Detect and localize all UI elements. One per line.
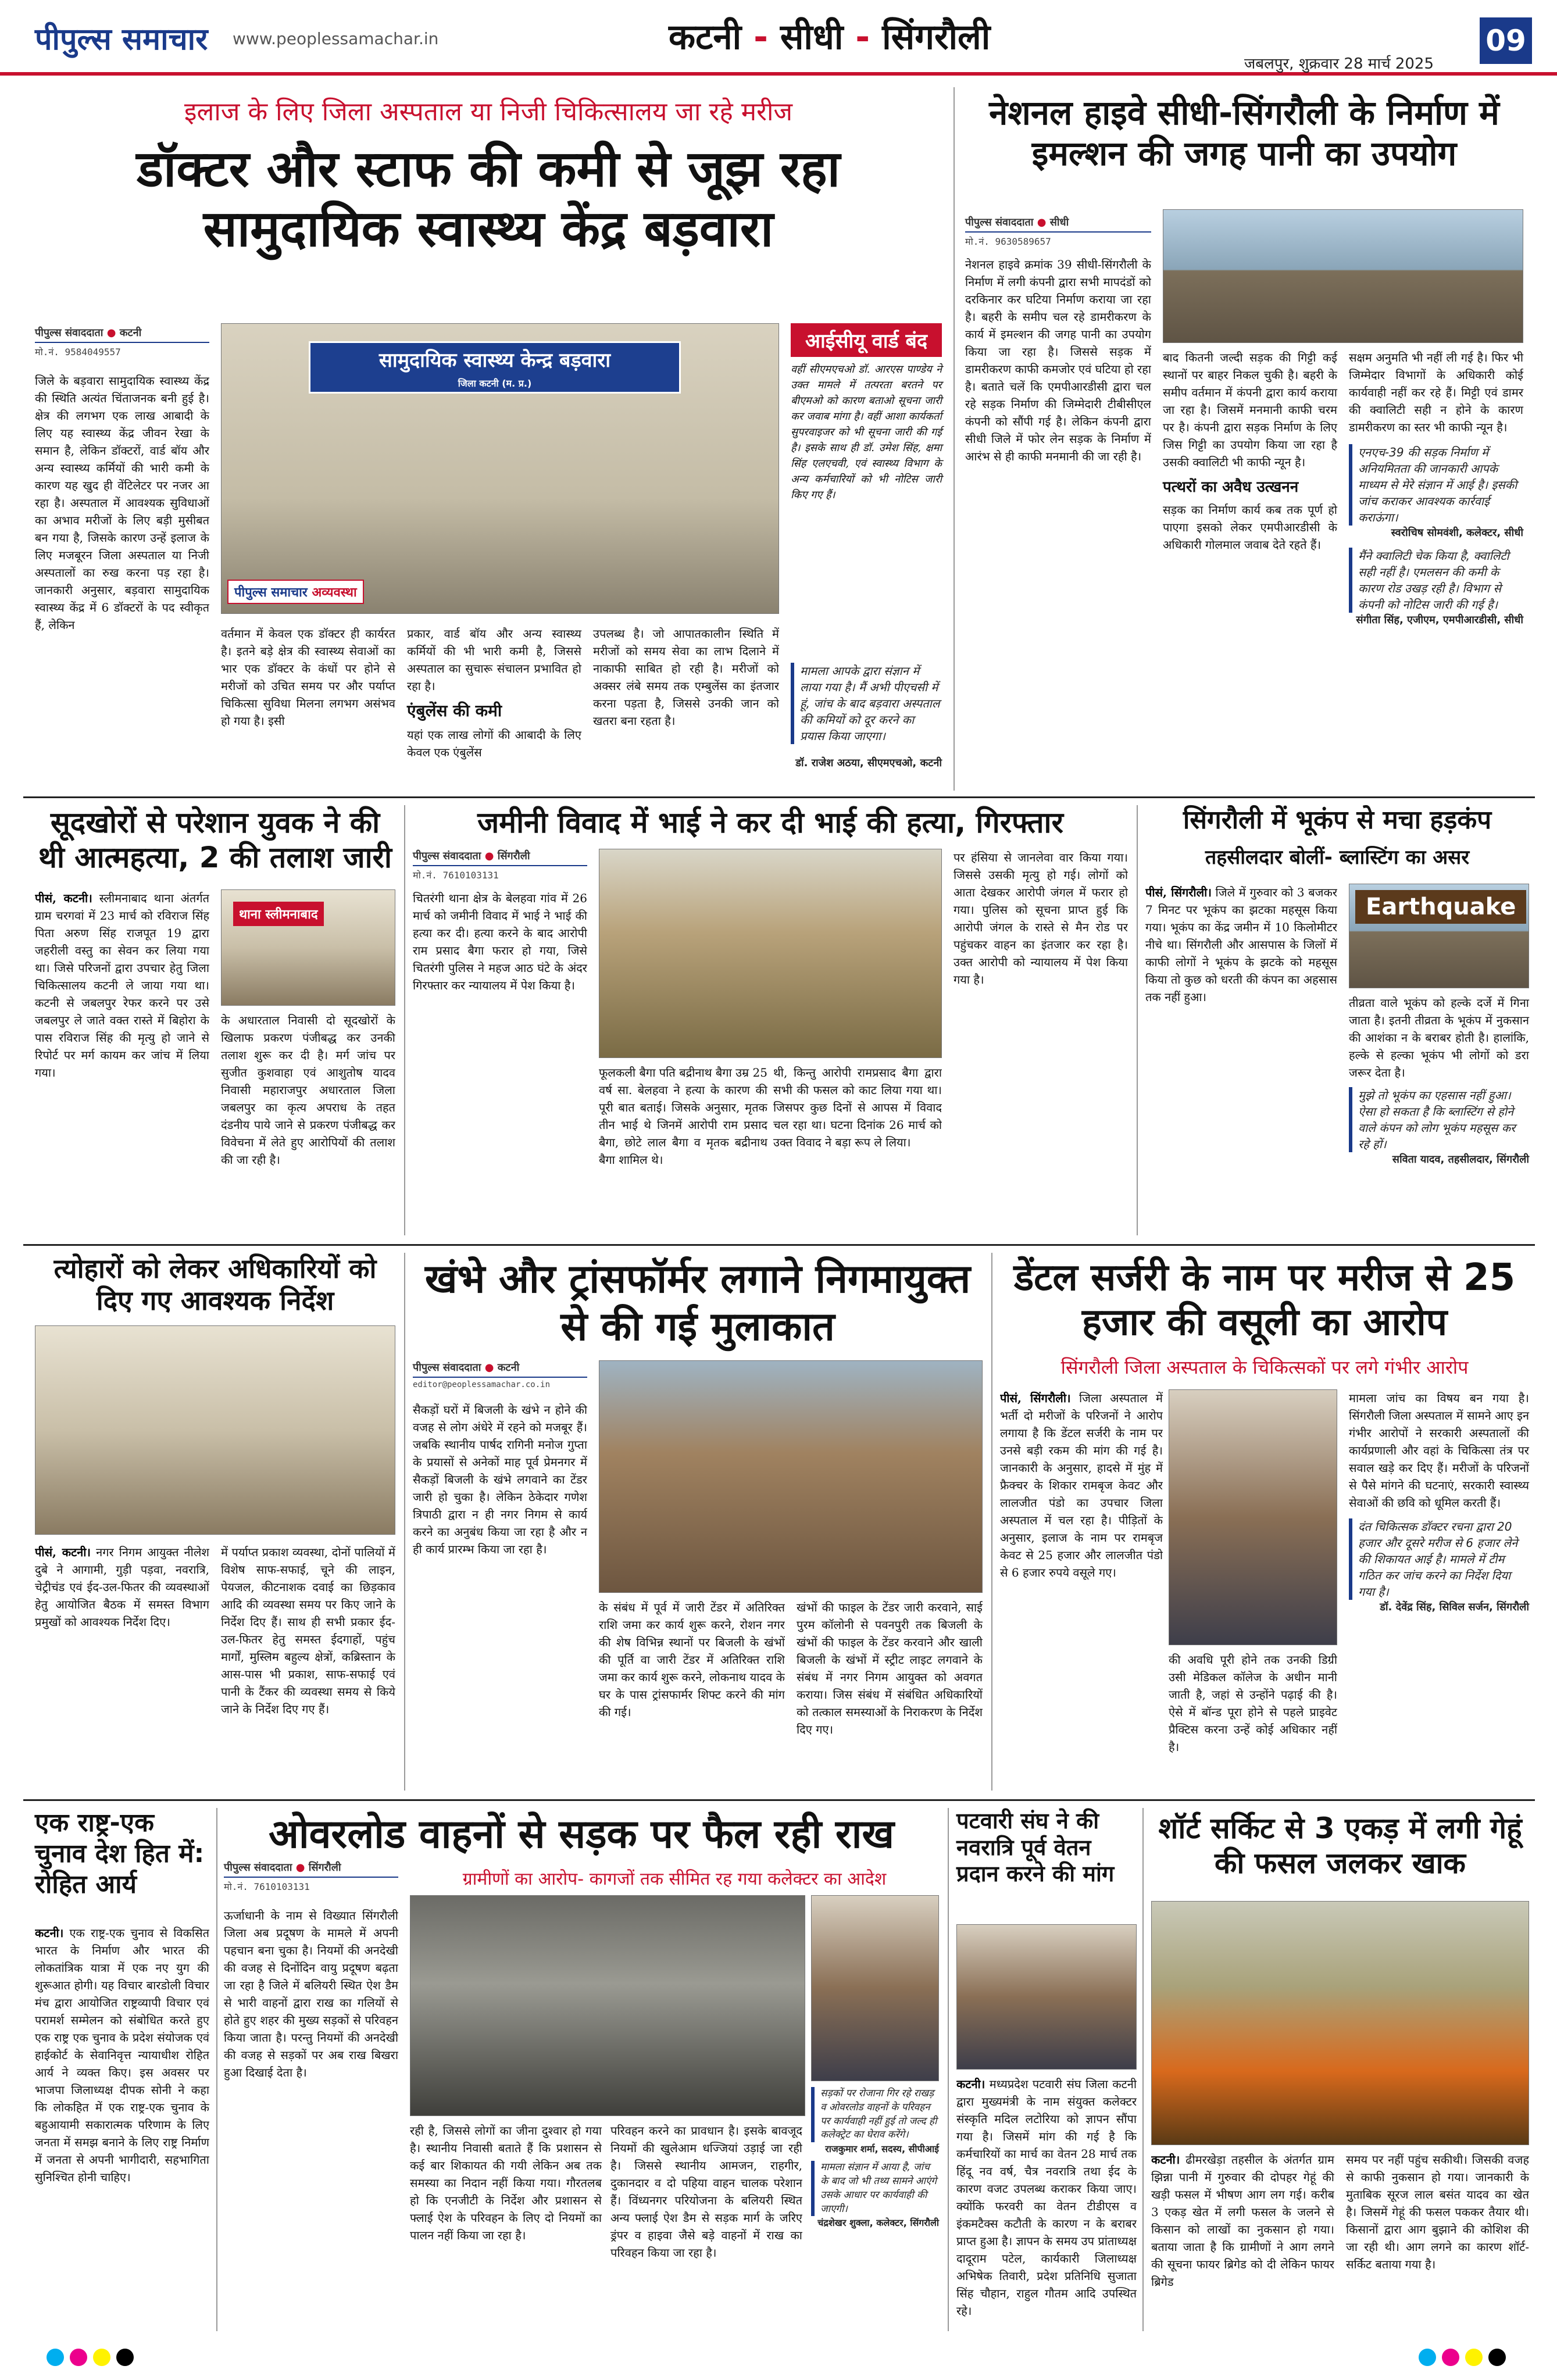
dental-quote-sig: डॉ. देवेंद्र सिंह, सिविल सर्जन, सिंगरौली [1380,1601,1529,1613]
issue-date: जबलपुर, शुक्रवार 28 मार्च 2025 [1244,55,1434,73]
patwari-headline: पटवारी संघ ने की नवरात्रि पूर्व वेतन प्रदान करने की मांग [956,1808,1115,1887]
highway-photo [1163,209,1523,343]
overload-subhead: ग्रामीणों का आरोप- कागजों तक सीमित रह गया कलेक्टर का आदेश [462,1869,887,1889]
highway-col-3-text: सक्षम अनुमति भी नहीं ली गई है। फिर भी जिम्मेदार विभागों के अधिकारी कोई कार्यवाही नहीं कर रहे हैं। मिट्टी एवं डामर की क्वालिटी सही न होने के कारण डामरीकरण का स्तर भी काफी न्यून है। [1349,351,1523,434]
fire-col-2: समय पर नहीं पहुंच सकीथी। जिसकी वजह से काफी नुकसान हो गया। जानकारी के मुताबिक सूरज लाल बसंत यादव का खेत है। जिसमें गेहूं की फसल पककर तैयार थी। किसानों द्वारा आग बुझाने की कोशिश की जा रही थी। आग लगने का कारण शॉर्ट-सर्किट बताया गया है। [1346,2153,1529,2271]
overload-quote-1-sig: राजकुमार शर्मा, सदस्य, सीपीआई [825,2143,939,2155]
transformer-byline-place: कटनी [497,1361,520,1374]
suicide-place: पीसं, कटनी। [35,891,92,905]
murder-col-3: थी, किन्तु आरोपी रामप्रसाद बैगा द्वारा सभी की फसल को काट लिया गया था। जिसपर कुछ दिनों से आपस में विवाद चल रहा था। घटना दिनांक 26 मार्च को उक्त विवाद ने बड़ा रूप ले लिया। [773,1066,942,1149]
highway-quote-1: एनएच-39 की सड़क निर्माण में अनियमितता की जानकारी आपके माध्यम से मेरे संज्ञान में आई है। इसकी जांच कराकर आवश्यक कार्रवाई कराऊंगा। [1349,444,1523,526]
patient-photo [1169,1389,1337,1645]
dental-place: पीसं, सिंगरौली। [1000,1391,1071,1405]
lead-quote: मामला आपके द्वारा संज्ञान में लाया गया है। मैं अभी पीएचसी में हूं, जांच के बाद बड़वारा अस्पताल की कमियों को दूर करने का प्रयास किया जाएगा। [791,663,942,744]
murder-col-1: चितरंगी थाना क्षेत्र के बेलहवा गांव में 26 मार्च को जमीनी विवाद में भाई ने भाई की हत्या कर दी। हत्या करने के बाद आरोपी राम प्रसाद बैगा फरार हो गया, जिसे चितरंगी पुलिस ने महज आठ घंटे के अंदर गिरफ्तार कर न्यायालय में पेश किया है। [413,891,587,992]
lead-col-3b-text: यहां एक लाख लोगों की आबादी के लिए केवल एक एंबुलेंस [407,728,581,759]
divider [948,1808,949,2331]
suicide-headline: सूदखोरों से परेशान युवक ने की थी आत्महत्या, 2 की तलाश जारी [38,806,392,874]
transformer-byline: पीपुल्स संवाददाता ● कटनी [413,1360,587,1378]
ash-truck-photo [410,1895,805,2116]
lead-headline: डॉक्टर और स्टाफ की कमी से जूझ रहा सामुदायिक स्वास्थ्य केंद्र बड़वारा [137,140,840,259]
overload-col-1: ऊर्जाधानी के नाम से विख्यात सिंगरौली जिला अब प्रदूषण के मामले में अपनी पहचान बना चुका है। नियमों की अनदेखी की वजह से दिनोंदिन वायु प्रदूषण बढ़ता जा रहा है जिले में बलियरी स्थित ऐश डैम से भारी वाहनों द्वारा राख का गलियों से होते हुए शहर की मुख्य सड़कों से परिवहन किया जाता है। परन्तु नियमों की अनदेखी की वजह से सड़कों पर अब राख बिखरा हुआ दिखाई देता है। [224,1909,398,2079]
lead-byline: पीपुल्स संवाददाता ● कटनी [35,326,209,343]
masthead [0,0,1557,76]
section-sep-2: - [855,17,870,58]
highway-phone: मो.नं. 9630589657 [965,236,1051,247]
highway-col-2 [1163,349,1337,553]
quake-col-2 [1349,994,1529,1166]
section-title [669,12,990,59]
festival-place: पीसं, कटनी। [35,1545,91,1559]
registration-mark [1465,2349,1483,2366]
quake-col-1 [1145,884,1337,1232]
dental-col-1-text: जिला अस्पताल में भर्ती दो मरीजों के परिजनों ने आरोप लगाया है कि डेंटल सर्जरी के नाम पर उनसे बड़ी रकम की मांग की गई है। जानकारी के अनुसार, हादसे में मुंह में फ्रैक्चर के शिकार रामबृज केवट और लालजीत पंडो का उपचार जिला अस्पताल में चल रहा है। पीड़ितों के अनुसार, इलाज के नाम पर रामबृज केवट से 25 हजार और लालजीत पंडो से 6 हजार रुपये वसूले गए। [1000,1391,1163,1579]
highway-col-2b-text: सड़क का निर्माण कार्य कब तक पूर्ण हो पाएगा इसको लेकर एमपीआरडीसी के अधिकारी गोलमाल जवाब देते रहते हैं। [1163,503,1337,552]
fire-col-1-text: ढीमरखेड़ा तहसील के अंतर्गत ग्राम झिन्ना पानी में गुरुवार की दोपहर गेहूं की खड़ी फसल में भीषण आग लग गई। करीब 3 एकड़ खेत में लगी फसल के जलने से किसान को लाखों का नुकसान हो गया। बताया जाता है कि ग्रामीणों ने आग लगने की सूचना फायर ब्रिगेड को दी लेकिन फायर ब्रिगेड [1151,2153,1334,2289]
lead-kicker: इलाज के लिए जिला अस्पताल या निजी चिकित्सालय जा रहे मरीज [184,97,793,127]
meeting-photo [35,1325,395,1535]
quake-col-2-text: तीव्रता वाले भूकंप को हल्के दर्जे में गिना जाता है। इतनी तीव्रता के भूकंप में नुकसान की आशंका न के बराबर होती है। हालांकि, हल्के से हल्का भूकंप भी लोगों को डरा जरूर देता है। [1349,996,1529,1080]
registration-mark [93,2349,110,2366]
dental-col-1 [1000,1389,1163,1788]
quake-col-1-text: जिले में गुरुवार को 3 बजकर 7 मिनट पर भूकंप का झटका महसूस किया गया। भूकंप का केंद्र जमीन में 10 किलोमीटर नीचे था। सिंगरौली और आसपास के जिलों में काफी लोगों ने भूकंप के झटके को महसूस किया तो कुछ को धरती की कंपन का अहसास तक नहीं हुआ। [1145,885,1337,1004]
lead-col-2: वर्तमान में केवल एक डॉक्टर ही कार्यरत है। इतने बड़े क्षेत्र की स्वास्थ्य सेवाओं का भार एक डॉक्टर के कंधों पर होने से मरीजों को उचित समय पर और पर्याप्त चिकित्सा सुविधा मिलना लगभग असंभव हो गया है। इसी [221,627,395,728]
murder-headline: जमीनी विवाद में भाई ने कर दी भाई की हत्या, गिरफ्तार [477,806,1063,839]
transformer-email[interactable]: editor@peoplessamachar.co.in [413,1380,551,1389]
protest-photo [599,1360,983,1593]
hospital-photo [221,323,779,614]
registration-mark [47,2349,64,2366]
dental-subhead: सिंगरौली जिला अस्पताल के चिकित्सकों पर लगे गंभीर आरोप [1060,1356,1469,1378]
divider [23,796,1535,798]
registration-mark [70,2349,87,2366]
patwari-col-1-text: मध्यप्रदेश पटवारी संघ जिला कटनी द्वारा मुख्यमंत्री के नाम संयुक्त कलेक्टर संस्कृति मदिल लटोरिया को ज्ञापन सौंपा गया है। जिसमें मांग की गई है कि कर्मचारियों का मार्च का वेतन 28 मार्च तक हिंदू नव वर्ष, चैत्र नवरात्रि तथा ईद के कारण वजट उपलब्ध कराकर किया जाए। क्योंकि फरवरी का वेतन टीडीएस व इंकमटैक्स कटौती के कारण न के बराबर प्राप्त हुआ है। ज्ञापन के समय उप प्रांताध्यक्ष दादूराम पटेल, कार्यकारी जिलाध्यक्ष अभिषेक तिवारी, प्रदेश प्रतिनिधि सुजाता सिंह चौहान, राहुल गौतम आदि उपस्थित रहे। [956,2077,1137,2318]
signboard-text: सामुदायिक स्वास्थ्य केन्द्र बड़वारा [378,349,611,372]
overload-col-2: रही है, जिससे लोगों का जीना दुश्वार हो गया है। स्थानीय निवासी बताते हैं कि प्रशासन से कई बार शिकायत की गयी लेकिन अब तक समस्या का निदान नहीं किया गया। गौरतलब हो कि एनजीटी के निर्देश और प्रशासन से फ्लाई ऐश के परिवहन के लिए दो नियमों का पालन नहीं किया जा रहा है। [410,2124,602,2242]
divider [954,87,955,791]
highway-byline-place: सीधी [1049,216,1069,228]
highway-byline-name: पीपुल्स संवाददाता [965,216,1034,228]
registration-mark [1442,2349,1459,2366]
newspaper-logo: पीपुल्स समाचार [35,22,208,57]
suicide-col-1 [35,889,209,1238]
divider [1142,1808,1144,2331]
overload-quote-1: सड़कों पर रोजाना गिर रहे राखड़ व ओवरलोड वाहनों के परिवहन पर कार्यवाही नहीं हुई तो जल्द ही कलेक्ट्रेट का घेराव करेंगे। [811,2087,939,2142]
icu-box [791,323,942,503]
registration-mark [1419,2349,1436,2366]
overload-byline: पीपुल्स संवाददाता ● सिंगरौली [224,1860,398,1878]
registration-mark [1488,2349,1506,2366]
lead-quote-signature: डॉ. राजेश अठया, सीएमएचओ, कटनी [795,757,942,769]
overload-col-3: परिवहन करने का प्रावधान है। इसके बावजूद नियमों की खुलेआम धज्जियां उड़ाई जा रही है। जिससे स्थानीय आमजन, राहगीर, दुकानदार व दो पहिया वाहन चालक परेशान हैं। विंध्यनगर परियोजना के बलियरी स्थित अन्य फ्लाई ऐश डैम से सड़क मार्ग के जरिए ड्रंपर व हाइवा जैसे बड़े वाहनों में राख का परिवहन किया जा रहा है। [610,2124,802,2260]
murder-col-2: फूलकली बैगा पति बद्रीनाथ बैगा उम्र 25 वर्ष सा. बेलहवा ने हत्या के कारण की पूरी बात बताई। जिसके अनुसार, मृतक तीन भाई थे जिनमें आरोपी राम प्रसाद बैगा, छोटे लाल बैगा व मृतक बद्रीनाथ बैगा शामिल थे। [599,1066,767,1167]
festival-headline: त्योहारों को लेकर अधिकारियों को दिए गए आवश्यक निर्देश [53,1253,377,1317]
quake-place: पीसं, सिंगरौली। [1145,885,1212,899]
earthquake-photo [1349,884,1529,988]
suicide-col-2: के अधारताल निवासी दो सूदखोरों के खिलाफ प्रकरण पंजीबद्ध कर उनकी तलाश शुरू कर दी है। मर्ग जांच पर सुजीत कुशवाहा एवं आशुतोष यादव निवासी महाराजपुर अधारताल जिला जबलपुर का कृत्य अपराध के तहत दंडनीय पाये जाने से प्रकरण पंजीबद्ध कर विवेचना में लेते हुए आरोपियों की तलाश की जा रही है। [221,1013,395,1167]
overload-phone: मो.नं. 7610103131 [224,1881,310,1892]
photo-tag [227,580,364,604]
byline-place: कटनी [119,327,142,339]
highway-subhead: पत्थरों का अवैध उत्खनन [1163,478,1299,496]
lead-col-3 [407,625,581,761]
dental-col-3 [1349,1389,1529,1614]
fire-col-1 [1151,2151,1334,2331]
dental-col-2b: की अवधि पूरी होने तक उनकी डिग्री उसी मेडिकल कॉलेज के अधीन मानी जाती है, जहां से उन्होंने पढ़ाई की है। ऐसे में बॉन्ड पूरा होने से पहले प्राइवेट प्रैक्टिस करना उन्हें कोई अधिकार नहीं है। [1169,1653,1337,1754]
nation-headline: एक राष्ट्र-एक चुनाव देश हित में: रोहित आर्य [35,1808,205,1899]
ambulance-subhead: एंबुलेंस की कमी [407,701,502,720]
divider [404,1253,405,1791]
transformer-col-2: के संबंध में पूर्व में जारी टेंडर में अतिरिक्त राशि जमा कर कार्य शुरू करने, रोशन नगर की शेष विभिन्न स्थानों पर बिजली के खंभों की पूर्ति वा जारी टेंडर में अतिरिक्त राशि जमा कर कार्य शुरू करने, लोकनाथ यादव के घर के पास ट्रांसफार्मर शिफ्ट करने की मांग की गई। [599,1600,785,1719]
signboard-subtext: जिला कटनी (म. प्र.) [458,378,532,389]
murder-byline: पीपुल्स संवाददाता ● सिंगरौली [413,849,587,866]
highway-col-2-text: बाद कितनी जल्दी सड़क की गिट्टी कई स्थानों पर बाहर निकल चुकी है। बहरी के समीप वर्तमान में कंपनी द्वारा कार्य कराया जा रहा है। जिसमें मनमानी काफी चरम पर है। कंपनी द्वारा सड़क निर्माण के लिए जिस गिट्टी का उपयोग किया जा रहा है उसकी क्वालिटी भी काफी न्यून है। [1163,351,1337,469]
photo-tag-stamp: अव्यवस्था [312,585,357,600]
icu-text: वहीं सीएमएचओ डॉ. आरएस पाण्डेय ने उक्त मामले में तत्परता बरतने पर बीएमओ को कारण बताओ सूचना जारी कर जवाब मांगा है। वहीं आशा कार्यकर्ता सुपरवाइजर को भी सूचना जारी की गई है। इसके साथ ही डॉ. उमेश सिंह, क्षमा सिंह एलएचवी, एवं स्वास्थ्य विभाग के अन्य कर्मचारियों को भी नोटिस जारी किए गए हैं। [791,363,942,501]
divider [1137,805,1138,1235]
highway-quote-1-sig: स्वरोचिष सोमवंशी, कलेक्टर, सीधी [1391,527,1523,539]
patwari-place: कटनी। [956,2077,985,2091]
festival-col-2: में पर्याप्त प्रकाश व्यवस्था, दोनों पालियों में विशेष साफ-सफाई, चूने की लाइन, पेयजल, कीटनाशक दवाई का छिड़काव आदि की व्यवस्था समय पर किए जाने के निर्देश दिए हैं। साथ ही सभी प्रकार ईद-उल-फितर हेतु समस्त ईदगाहों, पहुंच मार्गों, मुस्लिम बहुल्य क्षेत्रों, कब्रिस्तान के आस-पास भी प्रकाश, साफ-सफाई एवं पानी के टैंकर की व्यवस्था समय से किये जाने के निर्देश दिए गए हैं। [221,1545,395,1716]
nation-place: कटनी। [35,1926,64,1940]
murder-phone: मो.नं. 7610103131 [413,870,499,881]
lead-col-3-text: प्रकार, वार्ड बॉय और अन्य स्वास्थ्य कर्मियों की भी भारी कमी है, जिससे अस्पताल का सुचारू संचालन प्रभावित हो रहा है। [407,627,581,693]
murder-byline-place: सिंगरौली [497,850,530,862]
quake-subhead: तहसीलदार बोलीं- ब्लास्टिंग का असर [1205,846,1470,869]
highway-col-3 [1349,349,1523,627]
section-sep-1: - [753,17,768,58]
patwari-photo [956,1924,1137,2070]
earthquake-badge: Earthquake [1355,890,1526,924]
quake-quote: मुझे तो भूकंप का एहसास नहीं हुआ। ऐसा हो सकता है कि ब्लास्टिंग से होने वाले कंपन को लोग भूकंप महसूस कर रहे हों। [1349,1087,1529,1152]
transformer-headline: खंभे और ट्रांसफॉर्मर लगाने निगमायुक्त से की गई मुलाकात [424,1256,971,1350]
section-singrauli: सिंगरौली [882,17,991,58]
overload-quote-2-sig: चंद्रशेखर शुक्ला, कलेक्टर, सिंगरौली [817,2217,939,2229]
nation-col-1 [35,1924,209,2331]
overload-quote-2: मामला संज्ञान में आया है, जांच के बाद जो भी तथ्य सामने आएंगे उसके आधार पर कार्यवाही की जाएगी। [811,2161,939,2216]
hospital-signboard [309,341,681,394]
overload-byline-name: पीपुल्स संवाददाता [224,1861,292,1874]
crop-fire-photo [1151,1901,1529,2145]
page-number: 09 [1480,17,1532,64]
overload-byline-place: सिंगरौली [308,1861,341,1874]
festival-col-1-text: नगर निगम आयुक्त नीलेश दुबे ने आगामी, गुड़ी पड़वा, नवरात्रि, चेट्रीचंड एवं ईद-उल-फितर की व्यवस्थाओं हेतु आयोजित बैठक में समस्त विभाग प्रमुखों को आवश्यक निर्देश दिए। [35,1545,209,1629]
police-station-photo [221,889,395,1006]
quake-headline: सिंगरौली में भूकंप से मचा हड़कंप [1183,805,1492,835]
divider [216,1808,217,2331]
quake-quote-sig: सविता यादव, तहसीलदार, सिंगरौली [1392,1153,1529,1166]
registration-mark [116,2349,134,2366]
divider [991,1253,992,1791]
overload-headline: ओवरलोड वाहनों से सड़क पर फैल रही राख [269,1811,894,1857]
highway-byline: पीपुल्स संवाददाता ● सीधी [965,215,1151,233]
transformer-col-1: सैकड़ों घरों में बिजली के खंभे न होने की वजह से लोग अंधेरे में रहने को मजबूर हैं। जबकि स्थानीय पार्षद रागिनी मनोज गुप्ता के प्रयासों से अनेकों माह पूर्व प्रेमनगर में सैकड़ों बिजली के खंभे लगवाने का टेंडर जारी हो चुका है। लेकिन ठेकेदार गणेश त्रिपाठी द्वारा न ही नगर निगम से कार्य करने का अनुबंध किया जा रहा है और न ही कार्य प्रारम्भ किया जा रहा है। [413,1403,587,1556]
highway-quote-2-sig: संगीता सिंह, एजीएम, एमपीआरडीसी, सीधी [1356,614,1523,626]
section-katni: कटनी [669,17,742,58]
murder-col-4: पर हंसिया से जानलेवा वार किया गया। जिससे उसकी मृत्यु हो गई। लोगों को आता देखकर आरोपी जंगल में फरार हो गया। पुलिस को सूचना प्राप्त हुई कि आरोपी जंगल के रास्ते से मैन रोड पर पहुंचकर वाहन का इंतजार कर रहा है। उक्त आरोपी को न्यायालय में पेश किया गया है। [954,850,1128,987]
dental-quote: दंत चिकित्सक डॉक्टर रचना द्वारा 20 हजार और दूसरे मरीज से 6 हजार लेने की शिकायत आई है। मामले में टीम गठित कर जांच करने का निर्देश दिया गया है। [1349,1518,1529,1600]
photo-tag-logo: पीपुल्स समाचार [234,585,308,600]
byline-name: पीपुल्स संवाददाता [35,327,103,339]
lead-col-1: जिले के बड़वारा सामुदायिक स्वास्थ्य केंद्र की स्थिति अत्यंत चिंताजनक बनी हुई है। क्षेत्र की लगभग एक लाख आबादी के लिए यह स्वास्थ्य केंद्र जीवन रेखा के समान है, लेकिन डॉक्टरों, वार्ड बॉय और अन्य स्वास्थ्य कर्मियों की भारी कमी के कारण यह खुद ही वेंटिलेटर पर नजर आ रहा है। अस्पताल में आवश्यक सुविधाओं का अभाव मरीजों के लिए बड़ी मुसीबत बन गया है, जिसके कारण उन्हें इलाज के लिए मजबूरन जिला अस्पताल या निजी अस्पतालों का रुख करना पड़ रहा है। जानकारी अनुसार, बड़वारा सामुदायिक स्वास्थ्य केंद्र में 6 डॉक्टरों के पद स्वीकृत हैं, लेकिन [35,374,209,632]
dental-col-3-text: मामला जांच का विषय बन गया है। सिंगरौली जिला अस्पताल में सामने आए इन गंभीर आरोपों ने सरकारी अस्पतालों की कार्यप्रणाली और वहां के चिकित्सा तंत्र पर सवाल खड़े कर दिए हैं। मरीजों के परिजनों से पैसे मांगने की घटनाएं, सरकारी स्वास्थ्य सेवाओं की छवि को धूमिल करती हैं। [1349,1391,1529,1510]
fire-headline: शॉर्ट सर्किट से 3 एकड़ में लगी गेहूं की फसल जलकर खाक [1158,1811,1522,1880]
divider [23,1244,1535,1246]
fire-place: कटनी। [1151,2153,1180,2167]
highway-headline: नेशनल हाइवे सीधी-सिंगरौली के निर्माण में इमल्शन की जगह पानी का उपयोग [989,93,1499,173]
suicide-col-1-text: स्लीमनाबाद थाना अंतर्गत ग्राम चरगवां में 23 मार्च को रविराज सिंह पिता अरुण सिंह राजपूत 19 द्वारा जहरीली वस्तु का सेवन कर लिया गया था। जिसे परिजनों द्वारा उपचार हेतु जिला चिकित्सालय कटनी ले जाया गया था। कटनी से जबलपुर रेफर करने पर उसे जबलपुर ले जाते वक्त रास्ते में बिहोरा के पास रविराज सिंह की मृत्यु हो जाने से रिपोर्ट पर मर्ग कायम कर जांच में लिया गया। [35,891,209,1080]
highway-col-1: नेशनल हाइवे क्रमांक 39 सीधी-सिंगरौली के निर्माण में लगी कंपनी द्वारा सभी मापदंडों को दरकिनार कर घटिया निर्माण कराया जा रहा है। बहरी के समीप चल रहे डामरीकरण के कार्य में इमल्शन की जगह पानी का उपयोग किया जा रहा है। जिससे सड़क में डामरीकरण काफी कमजोर एवं घटिया हो रहा है। बताते चलें कि एमपीआरडीसी द्वारा चल रहे सड़क निर्माण की जिम्मेदारी टीबीसीएल कंपनी को सौंपी गई है। लेकिन कंपनी द्वारा सीधी जिले में फोर लेन सड़क के निर्माण में आरंभ से ही काफी मनमानी की जा रही है। [965,258,1151,463]
overload-quotes [811,2087,939,2229]
lead-col-4: उपलब्ध है। जो आपातकालीन स्थिति में मरीजों को समय सेवा का लाभ दिलाने में नाकाफी साबित हो रही है। मरीजों को अक्सर लंबे समय तक एम्बुलेंस का इंतजार करना पड़ता है, जिससे उनकी जान को खतरा बना रहता है। [593,627,779,728]
murder-byline-name: पीपुल्स संवाददाता [413,850,481,862]
website-url[interactable]: www.peoplessamachar.in [233,29,439,48]
section-sidhi: सीधी [780,17,844,58]
dental-headline: डेंटल सर्जरी के नाम पर मरीज से 25 हजार की वसूली का आरोप [1013,1256,1516,1344]
patwari-col-1 [956,2075,1137,2331]
divider [404,805,405,1235]
transformer-byline-name: पीपुल्स संवाददाता [413,1361,481,1374]
police-station-sign: थाना स्लीमनाबाद [233,902,324,926]
icu-title: आईसीयू वार्ड बंद [791,323,942,357]
highway-quote-2: मैंने क्वालिटी चेक किया है, क्वालिटी सही नहीं है। एमलसन की कमी के कारण रोड उखड़ रही है। विभाग से कंपनी को नोटिस जारी की गई है। [1349,548,1523,613]
festival-col-1 [35,1543,209,1788]
murder-photo [599,849,942,1058]
divider [23,1799,1535,1801]
nation-col-1-text: एक राष्ट्र-एक चुनाव से विकसित भारत के निर्माण और भारत की लोकतांत्रिक यात्रा में एक नए युग की शुरूआत होगी। यह विचार बारडोली विचार मंच द्वारा आयोजित राष्ट्रव्यापी विचार एवं परामर्श सम्मेलन को संबोधित करते हुए एक राष्ट्र एक चुनाव के प्रदेश संयोजक एवं हाईकोर्ट के सेवानिवृत्त न्यायाधीश रोहित आर्य ने व्यक्त किए। इस अवसर पर भाजपा जिलाध्यक्ष दीपक सोनी ने कहा कि लोकहित में एक राष्ट्र-एक चुनाव के बहुआयामी सकारात्मक परिणाम के लिए जनता में समझ बनाने के लिए राष्ट्र निर्माण में जनता से अपनी भागीदारी, सहभागिता सुनिश्चित होनी चाहिए। [35,1926,209,2184]
lead-phone: मो.नं. 9584049557 [35,346,121,358]
activist-photo [811,1895,939,2081]
transformer-col-3: खंभों की फाइल के टेंडर जारी करवाने, साई पुरम कॉलोनी से पवनपुरी तक बिजली के खंभों की फाइल के टेंडर करवाने और खाली बिजली के खंभों में स्ट्रीट लाइट लगवाने के संबंध में नगर निगम आयुक्त को अवगत कराया। जिस संबंध में संबंधित अधिकारियों को तत्काल समस्याओं के निराकरण के निर्देश दिए गए। [797,1600,983,1736]
